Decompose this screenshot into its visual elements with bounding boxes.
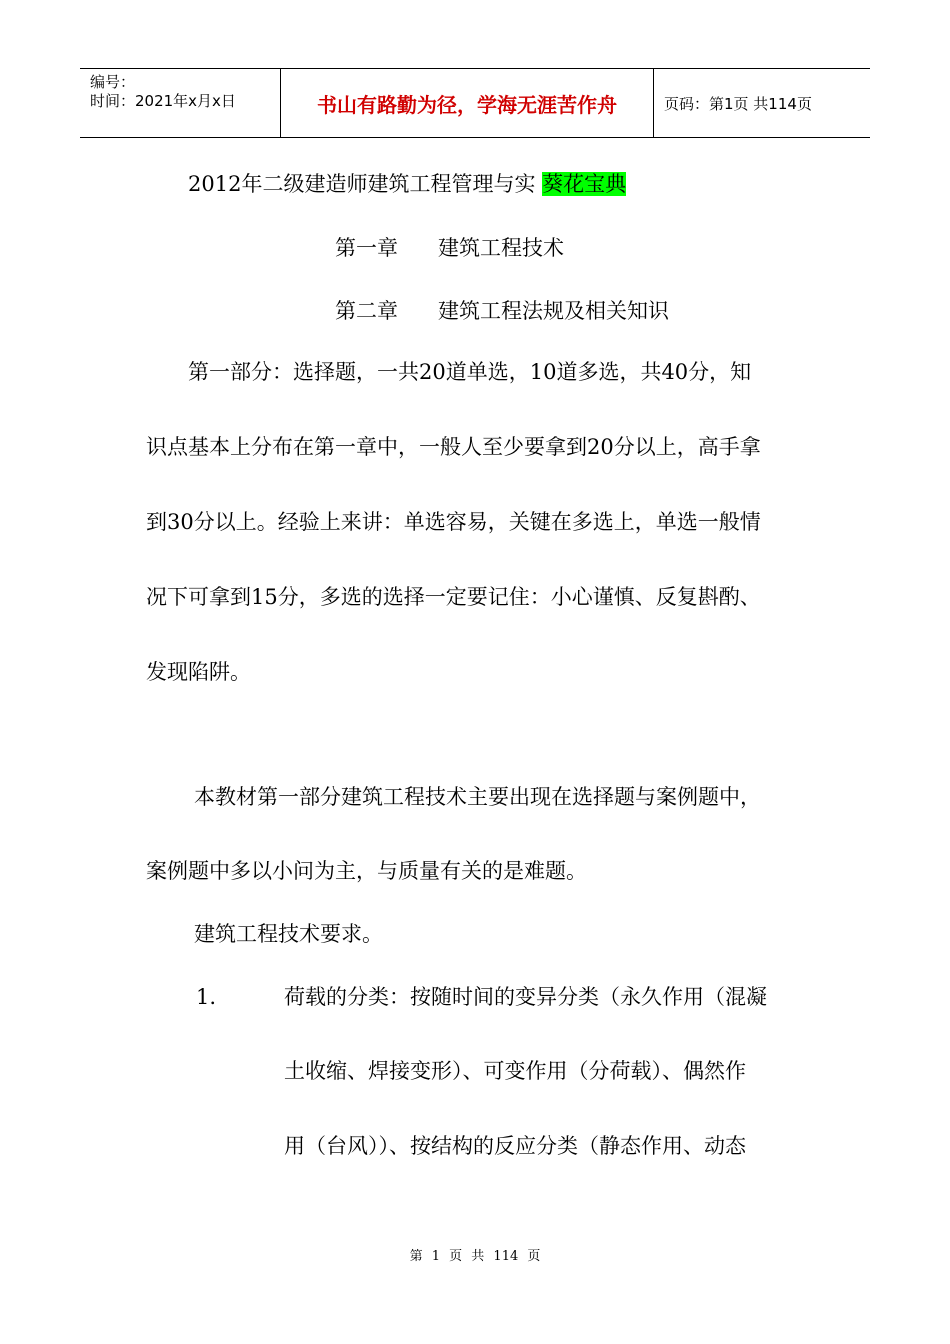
chapter-2 [335, 297, 669, 325]
chapter-1 [335, 234, 564, 262]
page-footer: 第 1 页 共 114 页 [409, 1249, 541, 1264]
paragraph1-line: 到30分以上。经验上来讲：单选容易，关键在多选上，单选一般情 [146, 510, 761, 534]
paragraph1-line: 第一部分：选择题，一共20道单选，10道多选，共40分，知 [188, 360, 752, 384]
header-page-info: 页码：第1页 共114页 [664, 94, 812, 113]
header-motto: 书山有路勤为径，学海无涯苦作舟 [280, 69, 654, 137]
paragraph1-line: 况下可拿到15分，多选的选择一定要记住：小心谨慎、反复斟酌、 [146, 585, 761, 609]
chapter-number: 第一章 [335, 236, 398, 260]
paragraph1-line: 识点基本上分布在第一章中，一般人至少要拿到20分以上，高手拿 [146, 435, 761, 459]
list-item-line: 土收缩、焊接变形）、可变作用（分荷载）、偶然作 [284, 1059, 746, 1083]
list-item-line: 用（台风））、按结构的反应分类（静态作用、动态 [284, 1134, 746, 1158]
title-highlight: 葵花宝典 [542, 172, 627, 196]
paragraph2-line: 本教材第一部分建筑工程技术主要出现在选择题与案例题中， [194, 785, 761, 809]
chapter-name: 建筑工程技术 [438, 236, 564, 260]
paragraph2-line: 案例题中多以小问为主，与质量有关的是难题。 [146, 859, 587, 883]
serial-number-label: 编号： [90, 73, 136, 91]
chapter-name: 建筑工程法规及相关知识 [438, 299, 669, 323]
requirements-heading: 建筑工程技术要求。 [194, 922, 383, 946]
header-meta [80, 69, 280, 137]
title-text: 2012年二级建造师建筑工程管理与实 [188, 172, 536, 196]
list-item-number: 1. [196, 985, 217, 1009]
date-label: 时间：2021年x月x日 [90, 92, 236, 110]
page-header [80, 68, 870, 138]
document-title [188, 170, 626, 198]
chapter-number: 第二章 [335, 299, 398, 323]
list-item-line: 荷载的分类：按随时间的变异分类（永久作用（混凝 [284, 985, 767, 1009]
paragraph1-line: 发现陷阱。 [146, 660, 251, 684]
